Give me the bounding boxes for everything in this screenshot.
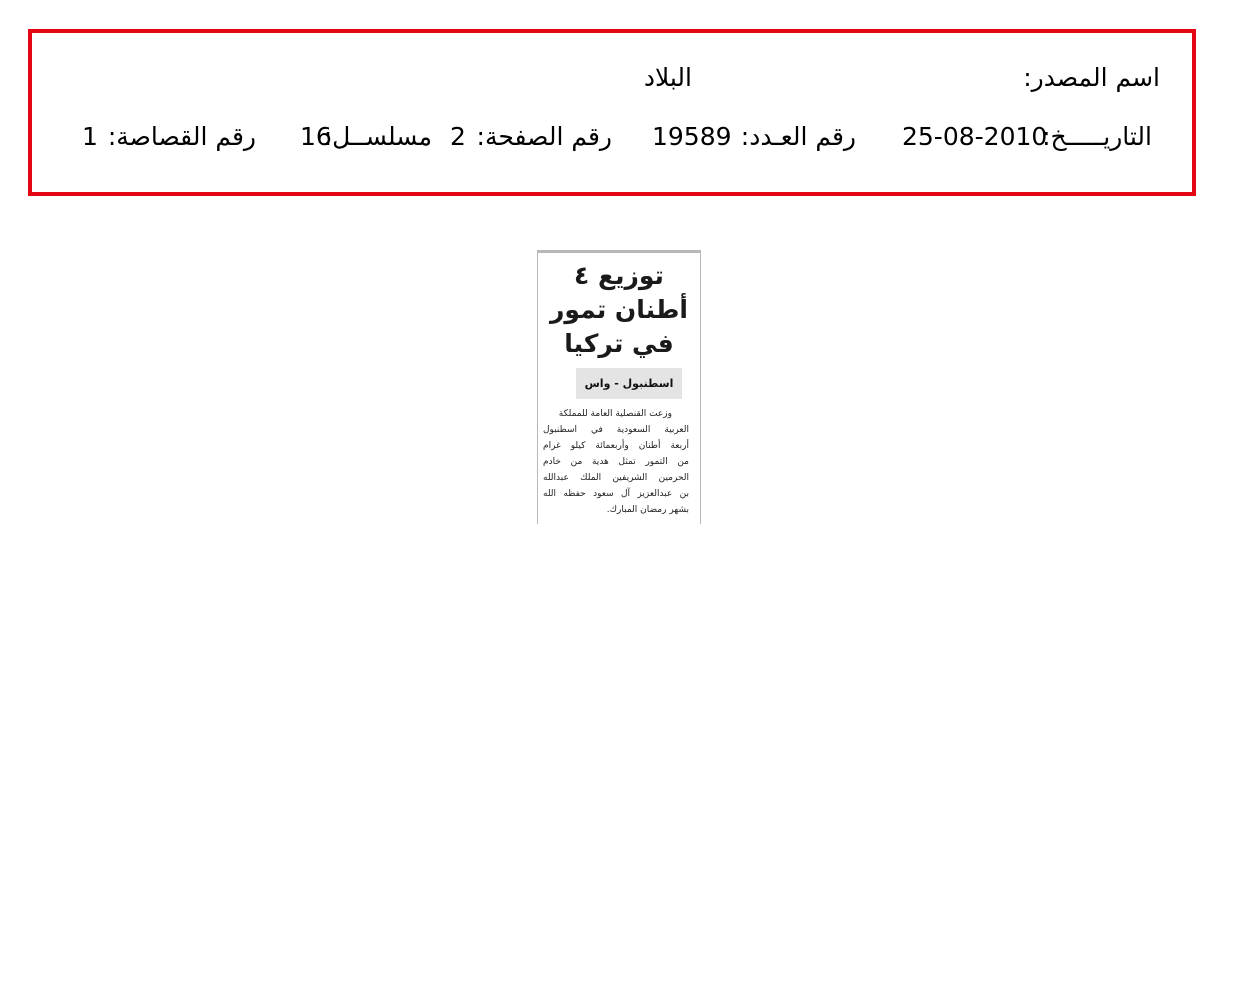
date-label: التاريـــــخ: bbox=[1042, 122, 1152, 151]
news-clipping bbox=[537, 250, 701, 524]
metadata-box bbox=[28, 29, 1196, 196]
page-value: 2 bbox=[450, 122, 466, 151]
headline-line: توزيع ٤ bbox=[574, 261, 664, 290]
issue-label: رقم العـدد: bbox=[740, 122, 856, 151]
page-label: رقم الصفحة: bbox=[476, 122, 612, 151]
body-line: الحرمين الشريفين الملك عبدالله bbox=[543, 473, 689, 483]
source-label: اسم المصدر: bbox=[1023, 63, 1160, 92]
body-line: وزعت القنصلية العامة للمملكة bbox=[558, 409, 672, 419]
clip-label: رقم القصاصة: bbox=[107, 122, 256, 151]
date-value: 25-08-2010 bbox=[902, 122, 1048, 151]
source-value: البلاد bbox=[643, 63, 692, 92]
body-line: بن عبدالعزيز آل سعود حفظه الله bbox=[543, 489, 689, 499]
byline: اسطنبول - واس bbox=[576, 368, 682, 399]
clip-value: 1 bbox=[82, 122, 98, 151]
serial-value: 16 bbox=[300, 122, 332, 151]
body-line: العربية السعودية في اسطنبول bbox=[543, 425, 689, 435]
body-line: بشهر رمضان المبارك. bbox=[606, 505, 689, 515]
serial-label: مسلســل: bbox=[323, 122, 432, 151]
issue-value: 19589 bbox=[652, 122, 732, 151]
headline-line: في تركيا bbox=[564, 329, 674, 358]
body-line: أربعة أطنان وأربعمائة كيلو غرام bbox=[543, 441, 689, 451]
headline-line: أطنان تمور bbox=[550, 295, 688, 324]
body-line: من التمور تمثل هدية من خادم bbox=[543, 457, 689, 467]
